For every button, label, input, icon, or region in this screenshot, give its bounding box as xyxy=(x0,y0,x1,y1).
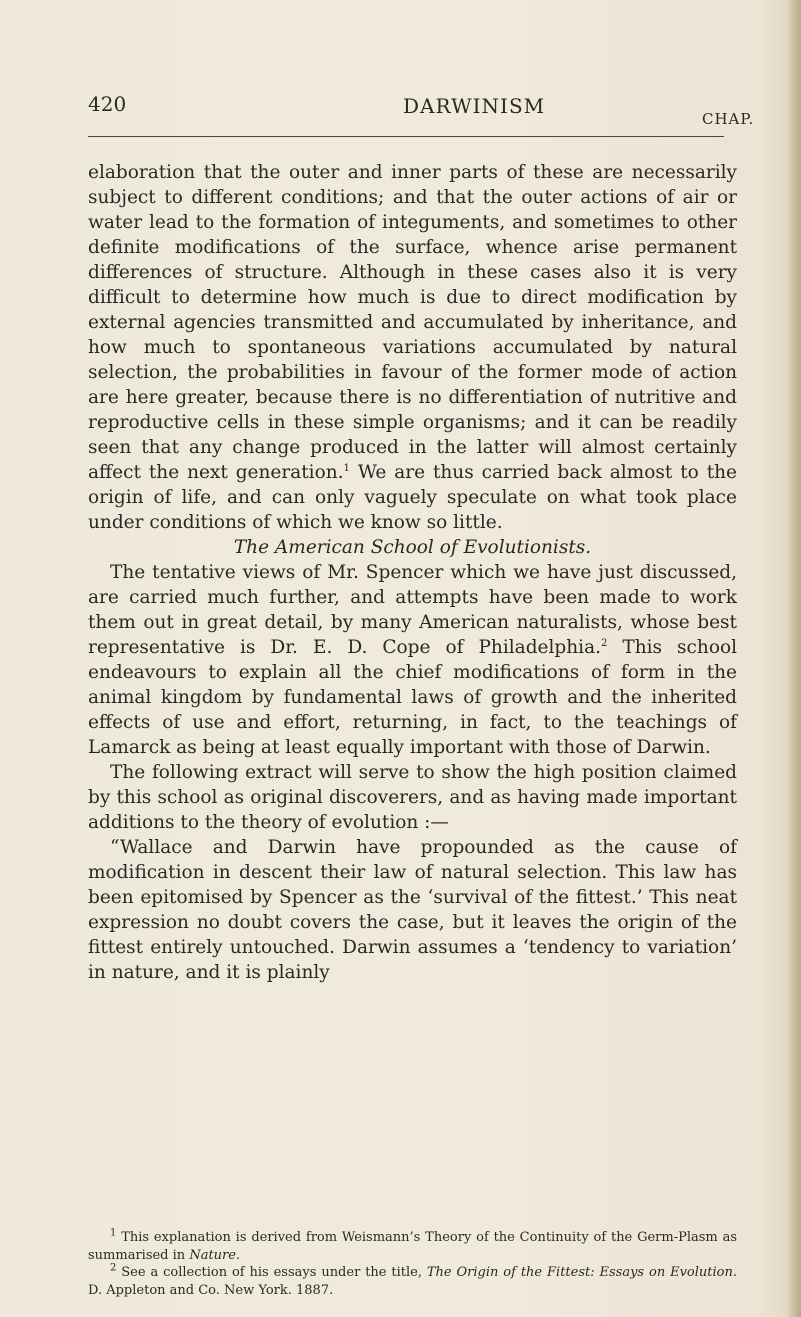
paragraph-2-tail: This school endeavours to explain all the chief modifications of form in the animal kingdom by fundamental laws of growth and the inherited effects of use and effort, returning, in fact, to the teachings of Lamarck as being at least equally important with those of Darwin. xyxy=(88,637,738,758)
footnotes xyxy=(88,1229,737,1299)
section-heading: The American School of Evolutionists. xyxy=(233,537,592,558)
footnote-1-mark: 1 xyxy=(110,1227,117,1239)
running-title: DARWINISM xyxy=(403,94,546,118)
paragraph-4-quote: “Wallace and Darwin have propounded as the cause of modification in descent their law of natural selection. This law has been epitomised by Spencer as the ‘survival of the fittest.’ This neat expression no doubt covers the case, but it leaves the origin of the fittest entirely untouched. Darwin assumes a ‘tendency to variation’ in nature, and it is plainly xyxy=(88,837,737,983)
footnote-1-text: This explanation is derived from Weismann’s Theory of the Continuity of the Germ-Plasm as summarised in xyxy=(88,1230,737,1263)
paragraph-1 xyxy=(88,160,737,535)
paragraph-1-tail: We are thus carried back almost to the origin of life, and can only vaguely speculate on what took place under conditions of which we know so little. xyxy=(88,462,737,533)
footnote-2 xyxy=(88,1264,737,1299)
main-text xyxy=(88,160,737,985)
footnote-ref-1[interactable]: 1 xyxy=(343,462,350,474)
footnote-2-tail: D. Appleton and Co. New York. 1887. xyxy=(88,1282,334,1298)
page-number: 420 xyxy=(88,92,127,116)
paragraph-1-text: elaboration that the outer and inner parts of these are necessarily subject to different conditions; and that the outer actions of air or water lead to the formation of integuments, and sometimes to other definite modifications of the surface, whence arise permanent differences of structure. Although in these cases also it is very difficult to determine how much is due to direct modification by external agencies transmitted and accumulated by inheritance, and how much to spontaneous variations accumulated by natural selection, the probabilities in favour of the former mode of action are here greater, because there is no differentiation of nutritive and reproductive cells in these simple organisms; and it can be readily seen that any change produced in the latter will almost certainly affect the next generation. xyxy=(88,162,737,483)
footnote-2-mark: 2 xyxy=(110,1262,117,1274)
page-edge xyxy=(787,0,801,1317)
footnote-1 xyxy=(88,1229,737,1264)
paragraph-3: The following extract will serve to show the high position claimed by this school as original discoverers, and as having made important additions to the theory of evolution :— xyxy=(88,762,737,833)
paragraph-2 xyxy=(88,560,737,760)
footnote-2-italic: The Origin of the Fittest: Essays on Evolution. xyxy=(426,1265,737,1280)
paragraph-2-text: The tentative views of Mr. Spencer which we have just discussed, are carried much further, and attempts have been made to work them out in great detail, by many American naturalists, whose best representative is Dr. E. D. Cope of Philadelphia. xyxy=(88,562,737,658)
page-header xyxy=(88,92,755,132)
footnote-2-text: See a collection of his essays under the title, xyxy=(116,1265,427,1280)
chapter-label: CHAP. xyxy=(702,110,755,128)
footnote-1-italic: Nature. xyxy=(189,1247,241,1263)
footnote-ref-2[interactable]: 2 xyxy=(601,637,608,649)
header-rule xyxy=(88,136,724,137)
